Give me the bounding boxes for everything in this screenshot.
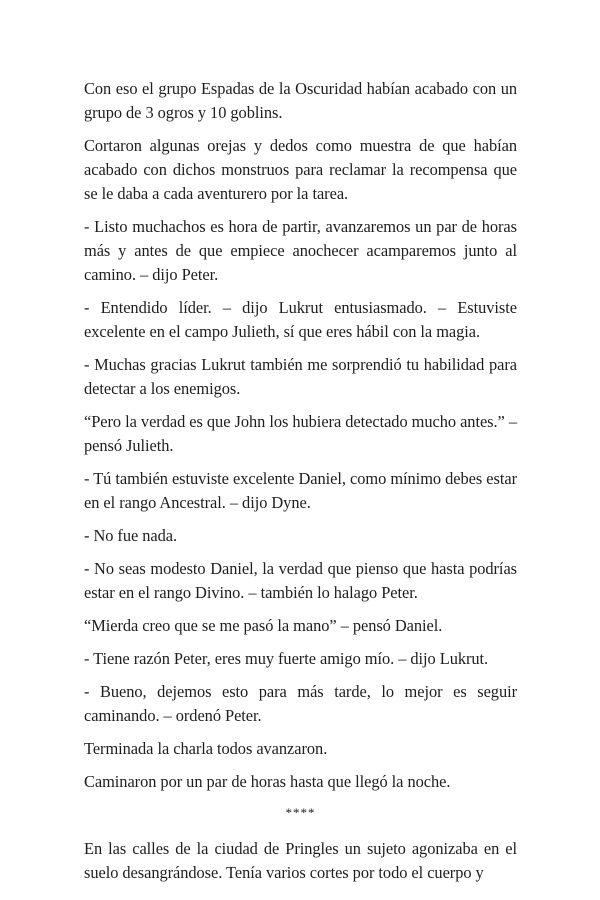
paragraph: “Pero la verdad es que John los hubiera detectado mucho antes.” – pensó Julieth. — [84, 412, 517, 455]
paragraph: - Muchas gracias Lukrut también me sorprendió tu habilidad para detectar a los enemigos. — [84, 355, 517, 398]
page-body — [84, 77, 517, 894]
paragraph: Terminada la charla todos avanzaron. — [84, 739, 328, 758]
paragraph: - No seas modesto Daniel, la verdad que pienso que hasta podrías estar en el rango Divino. – también lo halago Peter. — [84, 559, 517, 602]
paragraph: - Entendido líder. – dijo Lukrut entusiasmado. – Estuviste excelente en el campo Julieth, sí que eres hábil con la magia. — [84, 298, 517, 341]
paragraph: - Tiene razón Peter, eres muy fuerte amigo mío. – dijo Lukrut. — [84, 649, 489, 668]
paragraph: - Listo muchachos es hora de partir, avanzaremos un par de horas más y antes de que empiece anochecer acamparemos junto al camino. – dijo Peter. — [84, 217, 517, 284]
paragraph: - Bueno, dejemos esto para más tarde, lo mejor es seguir caminando. – ordenó Peter. — [84, 682, 517, 725]
paragraph: - No fue nada. — [84, 526, 178, 545]
paragraph: Cortaron algunas orejas y dedos como muestra de que habían acabado con dichos monstruos para reclamar la recompensa que se le daba a cada aventurero por la tarea. — [84, 136, 517, 203]
paragraph: Con eso el grupo Espadas de la Oscuridad habían acabado con un grupo de 3 ogros y 10 goblins. — [84, 79, 517, 122]
paragraph: En las calles de la ciudad de Pringles un sujeto agonizaba en el suelo desangrándose. Tenía varios cortes por todo el cuerpo y — [84, 839, 517, 882]
paragraph: “Mierda creo que se me pasó la mano” – pensó Daniel. — [84, 616, 443, 635]
paragraph: - Tú también estuviste excelente Daniel, como mínimo debes estar en el rango Ancestral. – dijo Dyne. — [84, 469, 517, 512]
scene-separator: **** — [285, 805, 316, 820]
paragraph: Caminaron por un par de horas hasta que llegó la noche. — [84, 772, 451, 791]
